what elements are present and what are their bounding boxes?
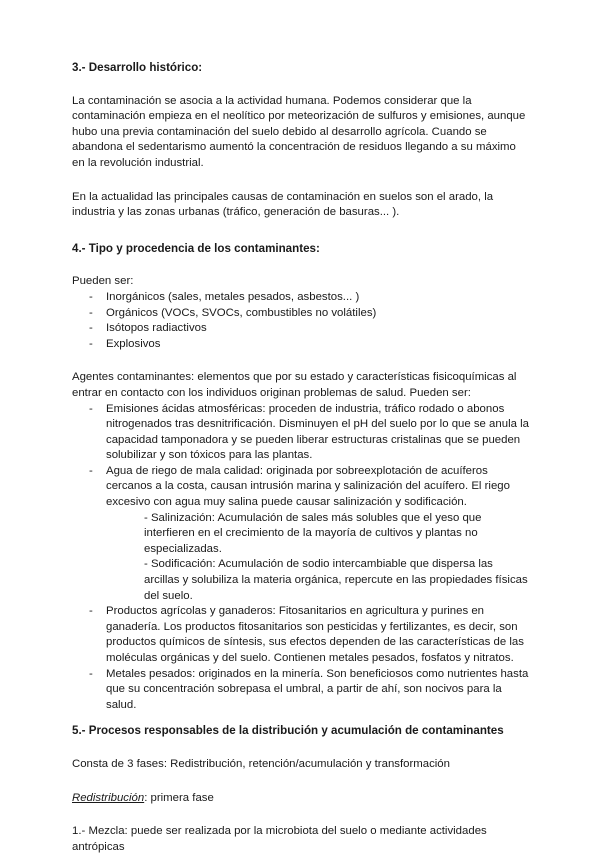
agent-agricultural-products: - Productos agrícolas y ganaderos: Fitosanitarios en agricultura y purines en ganadería. Los productos fitosanitarios son pesticidas y fertilizantes, es decir, son productos químicos de síntesis, sus efectos dependen de las características de las moléculas orgánicas y del suelo. Contienen metales pesados, fosfatos y nitratos. bbox=[72, 604, 530, 666]
redistribucion-line bbox=[72, 791, 530, 807]
section-4-heading: 4.- Tipo y procedencia de los contaminantes: bbox=[72, 241, 320, 255]
sub-item-salinizacion: - Salinización: Acumulación de sales más solubles que el yeso que interfieren en el crecimiento de la mayoría de cultivos y plantas no especializadas. bbox=[144, 511, 482, 555]
contaminant-types-list bbox=[72, 290, 530, 352]
agent-acid-emissions: - Emisiones ácidas atmosféricas: proceden de industria, tráfico rodado o abonos nitrogenados tras desnitrificación. Disminuyen el pH del suelo por lo que se anula la capacidad tamponadora y se pueden liberar estructuras cristalinas que se pueden solubilizar y son tóxicos para las plantas. bbox=[72, 402, 530, 464]
sub-item-sodificacion: - Sodificación: Acumulación de sodio intercambiable que dispersa las arcillas y solubiliza la materia orgánica, repercute en las propiedades físicas del suelo. bbox=[144, 558, 528, 602]
types-intro: Pueden ser: bbox=[72, 275, 134, 288]
redistribucion-rest: : primera fase bbox=[144, 791, 214, 804]
section-5-heading: 5.- Procesos responsables de la distribución y acumulación de contaminantes bbox=[72, 724, 504, 738]
list-item: - Orgánicos (VOCs, SVOCs, combustibles no volátiles) bbox=[72, 306, 530, 322]
mezcla-text: 1.- Mezcla: puede ser realizada por la microbiota del suelo o mediante actividades antrópicas bbox=[72, 825, 487, 853]
section-3-paragraph-1: La contaminación se asocia a la actividad humana. Podemos considerar que la contaminación empieza en el neolítico por meteorización de sulfuros y emisiones, aunque hubo una previa contaminación del suelo debido al desarrollo agrícola. Cuando se abandona el sedentarismo aumentó la concentración de residuos llegando a su máximo en la revolución industrial. bbox=[72, 94, 526, 169]
agents-intro: Agentes contaminantes: elementos que por su estado y características fisicoquímicas al entrar en contacto con los individuos originan problemas de salud. Pueden ser: bbox=[72, 371, 517, 399]
irrigation-sublist bbox=[72, 511, 530, 605]
document-page bbox=[72, 60, 530, 855]
list-item: - Inorgánicos (sales, metales pesados, asbestos... ) bbox=[72, 290, 530, 306]
section-3-paragraph-2: En la actualidad las principales causas de contaminación en suelos son el arado, la industria y las zonas urbanas (tráfico, generación de basuras... ). bbox=[72, 190, 494, 219]
agent-irrigation-water: - Agua de riego de mala calidad: originada por sobreexplotación de acuíferos cercanos a la costa, causan intrusión marina y salinización del acuífero. El riego excesivo con agua muy salina puede causar salinización y sodificación. bbox=[72, 464, 530, 511]
agent-heavy-metals: - Metales pesados: originados en la minería. Son beneficiosos como nutrientes hasta que su concentración sobrepasa el umbral, a partir de ahí, son nocivos para la salud. bbox=[72, 667, 530, 714]
phases-text: Consta de 3 fases: Redistribución, retención/acumulación y transformación bbox=[72, 757, 450, 770]
list-item: - Explosivos bbox=[72, 337, 530, 353]
list-item: - Isótopos radiactivos bbox=[72, 321, 530, 337]
section-3-heading: 3.- Desarrollo histórico: bbox=[72, 61, 203, 74]
redistribucion-label: Redistribución bbox=[72, 791, 145, 804]
